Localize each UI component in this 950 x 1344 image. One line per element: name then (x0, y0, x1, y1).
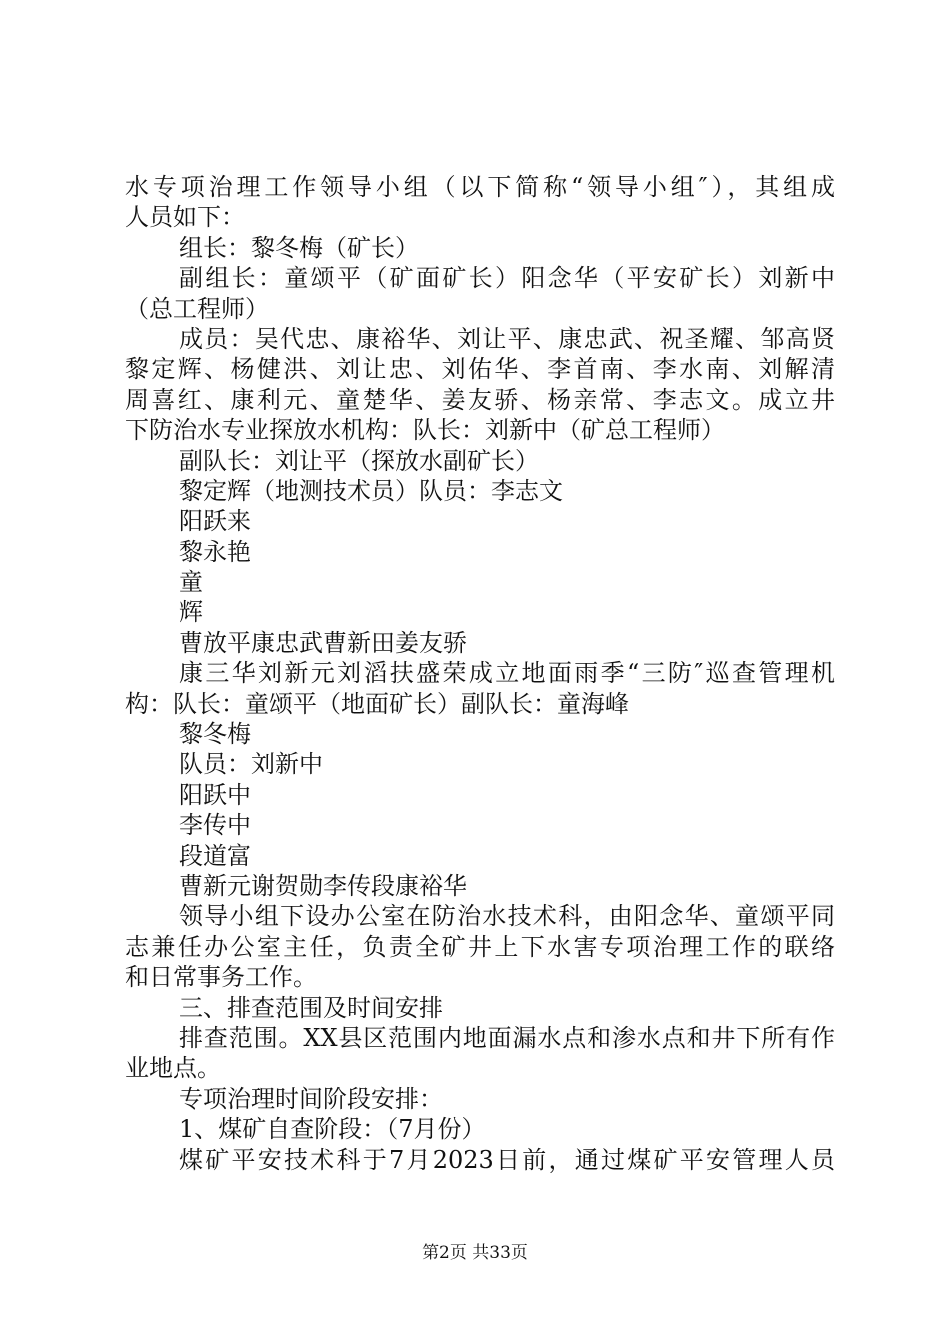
text-line: 阳跃来 (179, 507, 251, 536)
text-line: （总工程师） (125, 294, 269, 323)
text-line: 辉 (179, 598, 203, 627)
text-line: 煤矿平安技术科于7月2023日前，通过煤矿平安管理人员 (179, 1145, 835, 1174)
page-number-footer: 第2页 共33页 (422, 1243, 528, 1263)
text-line: 阳跃中 (179, 780, 251, 809)
text-line: 队员：刘新中 (179, 750, 323, 779)
text-line: 组长：黎冬梅（矿长） (179, 233, 419, 262)
text-line: 业地点。 (125, 1054, 221, 1083)
text-line: 人员如下： (125, 203, 245, 232)
text-line: 康三华刘新元刘滔扶盛荣成立地面雨季“三防″巡查管理机 (179, 659, 835, 688)
text-line: 周喜红、康利元、童楚华、姜友骄、杨亲常、李志文。成立井 (125, 385, 835, 414)
document-body (125, 172, 835, 1175)
text-line: 专项治理时间阶段安排： (179, 1084, 443, 1113)
text-line: 段道富 (179, 841, 251, 870)
text-line: 排查范围。XX县区范围内地面漏水点和渗水点和井下所有作 (179, 1023, 835, 1052)
section-heading: 三、排查范围及时间安排 (179, 993, 443, 1022)
text-line: 副组长：童颂平（矿面矿长）阳念华（平安矿长）刘新中 (179, 264, 835, 293)
text-line: 童 (179, 568, 203, 597)
text-line: 成员：吴代忠、康裕华、刘让平、康忠武、祝圣耀、邹高贤 (179, 324, 835, 353)
text-line: 副队长：刘让平（探放水副矿长） (179, 446, 539, 475)
text-line: 黎定辉（地测技术员）队员：李志文 (179, 476, 563, 505)
text-line: 李传中 (179, 811, 251, 840)
text-line: 领导小组下设办公室在防治水技术科，由阳念华、童颂平同 (179, 902, 835, 931)
text-line: 1、煤矿自查阶段：（7月份） (179, 1115, 486, 1144)
text-line: 黎冬梅 (179, 720, 251, 749)
text-line: 下防治水专业探放水机构：队长：刘新中（矿总工程师） (125, 416, 725, 445)
text-line: 构：队长：童颂平（地面矿长）副队长：童海峰 (125, 689, 629, 718)
text-line: 黎永艳 (179, 537, 251, 566)
text-line: 水专项治理工作领导小组（以下简称“领导小组″），其组成 (125, 173, 835, 201)
text-line: 曹新元谢贺勋李传段康裕华 (179, 871, 467, 900)
text-line: 曹放平康忠武曹新田姜友骄 (179, 628, 467, 657)
text-line: 黎定辉、杨健洪、刘让忠、刘佑华、李首南、李水南、刘解清 (125, 355, 835, 384)
text-line: 和日常事务工作。 (125, 963, 317, 992)
text-line: 志兼任办公室主任，负责全矿井上下水害专项治理工作的联络 (125, 932, 835, 961)
